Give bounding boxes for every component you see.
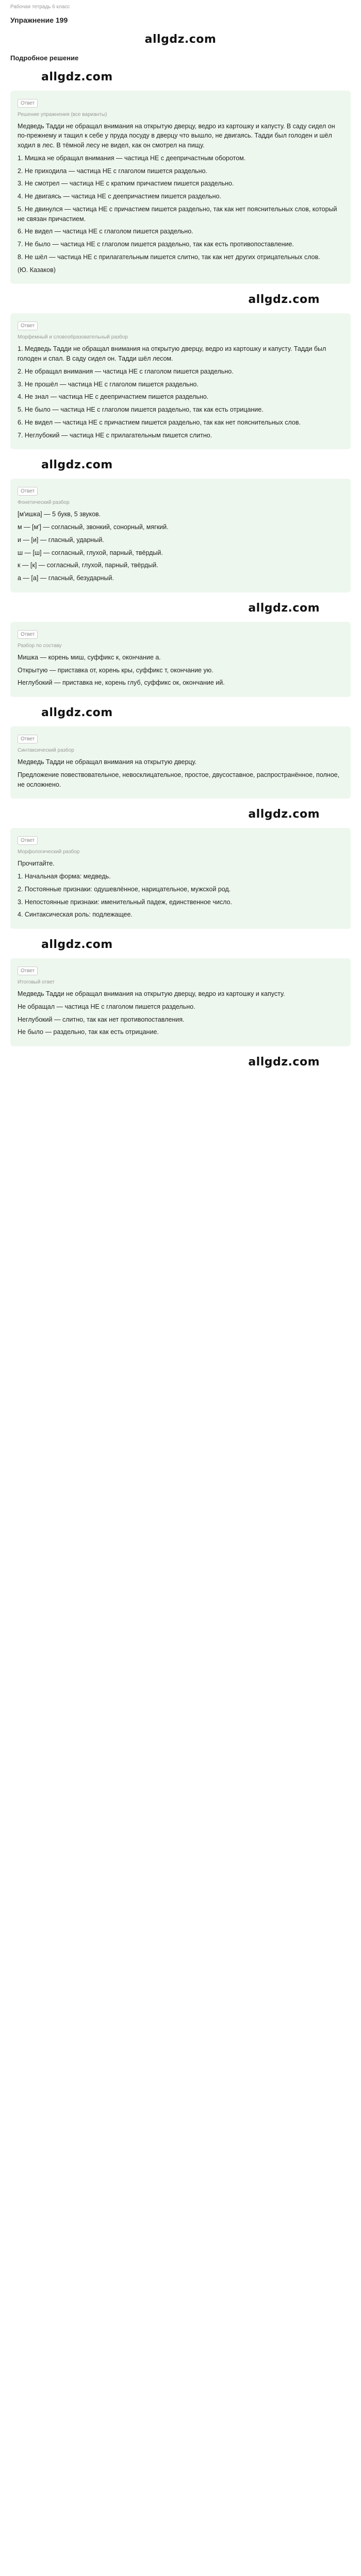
solution-line: 4. Не двигаясь — частица НЕ с деепричастием пишется раздельно. — [18, 193, 221, 200]
solution-line: 5. Не двинулся — частица НЕ с причастием пишется раздельно, так как нет пояснительных слов, который не связан причастием. — [18, 205, 337, 223]
solution-line: Медведь Тадди не обращал внимания на открытую дверцу, ведро из картошку и капусту. — [18, 990, 285, 997]
solution-line: м — [м'] — согласный, звонкий, сонорный, мягкий. — [18, 523, 169, 531]
solution-line: к — [к] — согласный, глухой, парный, твёрдый. — [18, 562, 158, 569]
page-title: Упражнение 199 — [10, 16, 68, 24]
solution-line: Медведь Тадди не обращал внимания на открытую дверцу. — [18, 758, 197, 766]
watermark: allgdz.com — [248, 601, 320, 615]
step-tag: Ответ — [18, 630, 38, 639]
solution-line: Не было — раздельно, так как есть отрицание. — [18, 1028, 159, 1036]
solution-line: Мишка — корень миш, суффикс к, окончание а. — [18, 653, 161, 661]
solution-line: 2. Не приходила — частица НЕ с глаголом пишется раздельно. — [18, 167, 207, 175]
watermark: allgdz.com — [144, 33, 217, 46]
solution-block — [10, 313, 351, 449]
block-meta: Морфологический разбор — [18, 849, 80, 855]
solution-block — [10, 828, 351, 929]
solution-line: 3. Не смотрел — частица НЕ с кратким причастием пишется раздельно. — [18, 180, 234, 188]
solution-line: 4. Синтаксическая роль: подлежащее. — [18, 911, 133, 919]
solution-line: 6. Не видел — частица НЕ с глаголом пишется раздельно. — [18, 228, 193, 235]
solution-line: 4. Не знал — частица НЕ с деепричастием пишется раздельно. — [18, 393, 209, 401]
solution-line: ш — [ш] — согласный, глухой, парный, твёрдый. — [18, 549, 163, 556]
solution-line: а — [а] — гласный, безударный. — [18, 574, 114, 582]
solution-block — [10, 958, 351, 1046]
solution-line: 1. Медведь Тадди не обращал внимания на открытую дверцу, ведро из картошку и капусту. Тадди был голоден и спал. В саду сидел он. Тадди шёл лесом. — [18, 345, 326, 362]
solution-line: 1. Начальная форма: медведь. — [18, 873, 111, 880]
solution-line: Не обращал — частица НЕ с глаголом пишется раздельно. — [18, 1003, 195, 1010]
solution-blocks — [10, 91, 351, 1071]
block-meta: Решение упражнения (все варианты) — [18, 111, 107, 117]
solution-line: Предложение повествовательное, невосклицательное, простое, двусоставное, распространённое, полное, не осложнено. — [18, 771, 340, 788]
top-note: Рабочая тетрадь 6 класс — [10, 4, 70, 10]
solution-line: 1. Мишка не обращал внимания — частица НЕ с деепричастным оборотом. — [18, 154, 246, 162]
block-meta: Итоговый ответ — [18, 979, 55, 985]
block-meta: Разбор по составу — [18, 642, 62, 649]
watermark: allgdz.com — [248, 1056, 320, 1069]
watermark: allgdz.com — [41, 70, 113, 83]
step-tag: Ответ — [18, 967, 38, 975]
solution-line: Прочитайте. — [18, 860, 55, 868]
watermark: allgdz.com — [41, 459, 113, 472]
watermark: allgdz.com — [41, 938, 113, 951]
step-tag: Ответ — [18, 487, 38, 496]
solution-block — [10, 726, 351, 799]
solution-line: 5. Не было — частица НЕ с глаголом пишется раздельно, так как есть отрицание. — [18, 406, 264, 413]
watermark: allgdz.com — [248, 293, 320, 307]
page-subtitle: Подробное решение — [10, 54, 79, 62]
solution-line: 2. Постоянные признаки: одушевлённое, нарицательное, мужской род. — [18, 885, 231, 893]
solution-line: 7. Неглубокий — частица НЕ с прилагательным пишется слитно. — [18, 431, 212, 439]
step-tag: Ответ — [18, 735, 38, 743]
step-tag: Ответ — [18, 321, 38, 330]
solution-line: 3. Непостоянные признаки: именительный падеж, единственное число. — [18, 898, 232, 906]
solution-line: Открытую — приставка от, корень кры, суффикс т, окончание ую. — [18, 666, 214, 674]
solution-line: 7. Не было — частица НЕ с глаголом пишется раздельно, так как есть противопоставление. — [18, 241, 294, 248]
block-meta: Фонетический разбор — [18, 500, 70, 506]
solution-line: [м'ишка] — 5 букв, 5 звуков. — [18, 511, 101, 518]
solution-block — [10, 622, 351, 697]
solution-line: Медведь Тадди не обращал внимания на открытую дверцу, ведро из картошку и капусту. В саду сидел он по-прежнему и тащил к себе у пруда посуду в дверцу что вышло, не двигаясь. Тадди был голоден и шёл ходил в лес. В тёмной лесу не видел, как он смотрел на пищу. — [18, 122, 335, 149]
watermark: allgdz.com — [248, 808, 320, 821]
solution-line: Неглубокий — слитно, так как нет противопоставления. — [18, 1015, 185, 1023]
solution-line: 6. Не видел — частица НЕ с причастием пишется раздельно, так как нет пояснительных слов. — [18, 418, 301, 426]
block-meta: Морфемный и словообразовательный разбор — [18, 334, 128, 341]
solution-line: и — [и] — гласный, ударный. — [18, 536, 104, 544]
solution-block — [10, 479, 351, 592]
step-tag: Ответ — [18, 99, 38, 108]
step-tag: Ответ — [18, 836, 38, 845]
solution-line: 8. Не шёл — частица НЕ с прилагательным пишется слитно, так как нет других отрицательных слов. — [18, 253, 320, 261]
solution-line: 2. Не обращал внимания — частица НЕ с глаголом пишется раздельно. — [18, 367, 234, 375]
block-meta: Синтаксический разбор — [18, 748, 74, 753]
solution-line: 3. Не прошёл — частица НЕ с глаголом пишется раздельно. — [18, 380, 199, 388]
solution-line: (Ю. Казаков) — [18, 266, 56, 274]
solution-block — [10, 91, 351, 284]
watermark: allgdz.com — [41, 706, 113, 719]
solution-line: Неглубокий — приставка не, корень глуб, суффикс ок, окончание ий. — [18, 679, 225, 687]
